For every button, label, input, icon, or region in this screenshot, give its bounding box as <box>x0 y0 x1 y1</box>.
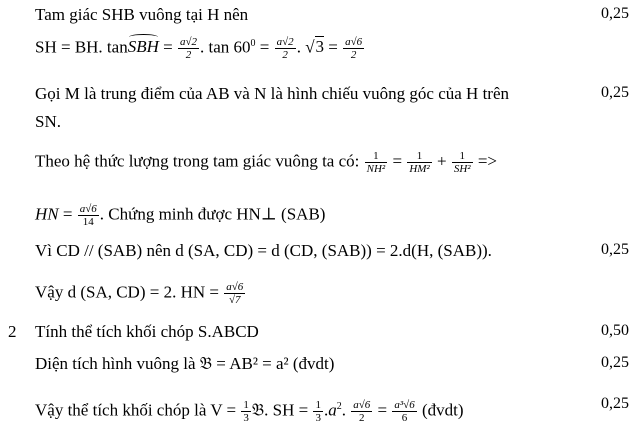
points-4: 0,50 <box>601 322 629 339</box>
text-line-8: Vậy d (SA, CD) = 2. HN = $\frac{a√6}{√7}$ <box>35 281 244 306</box>
points-5: 0,25 <box>601 354 629 371</box>
text-line-11: Vậy thể tích khối chóp là V = $\frac{1}{3}$ 𝔅. SH = $\frac{1}{3}$ $.a^2$. $\frac{a√6}{2}$ = $\frac{\text{a³√6}}{6}$ (đvdt) <box>35 399 464 424</box>
points-2: 0,25 <box>601 84 629 101</box>
points-3: 0,25 <box>601 241 629 258</box>
text-line-9: Tính thể tích khối chóp S.ABCD <box>35 322 259 341</box>
text-line-3: Gọi M là trung điểm của AB và N là hình chiếu vuông góc của H trên <box>35 84 509 103</box>
points-6: 0,25 <box>601 395 629 412</box>
item-number: 2 <box>8 322 17 341</box>
formula-sh: SH = BH. tanSBH = $\frac{a√2}{2}$ . $\tan 60^0$ = $\frac{a√2}{2}$ . √3 = $\frac{a√6}{2}$ <box>35 36 363 61</box>
text-line-4: SN. <box>35 112 61 131</box>
points-1: 0,25 <box>601 5 629 22</box>
text-line-7: Vì CD // (SAB) nên d (SA, CD) = d (CD, (SAB)) = 2.d(H, (SAB)). <box>35 241 492 260</box>
text-line-1: Tam giác SHB vuông tại H nên <box>35 5 249 24</box>
text-line-5: Theo hệ thức lượng trong tam giác vuông ta có: $\frac{1}{\text{NH²}}$ = $\frac{1}{\text{HM²}}$ + $\frac{1}{\text{SH²}}$ => <box>35 150 497 175</box>
text-line-10: Diện tích hình vuông là 𝔅 = AB² = a² (đvdt) <box>35 354 335 373</box>
text-line-6: HN = $\frac{a√6}{14}$ . Chứng minh được HN⊥ (SAB) <box>35 203 326 228</box>
